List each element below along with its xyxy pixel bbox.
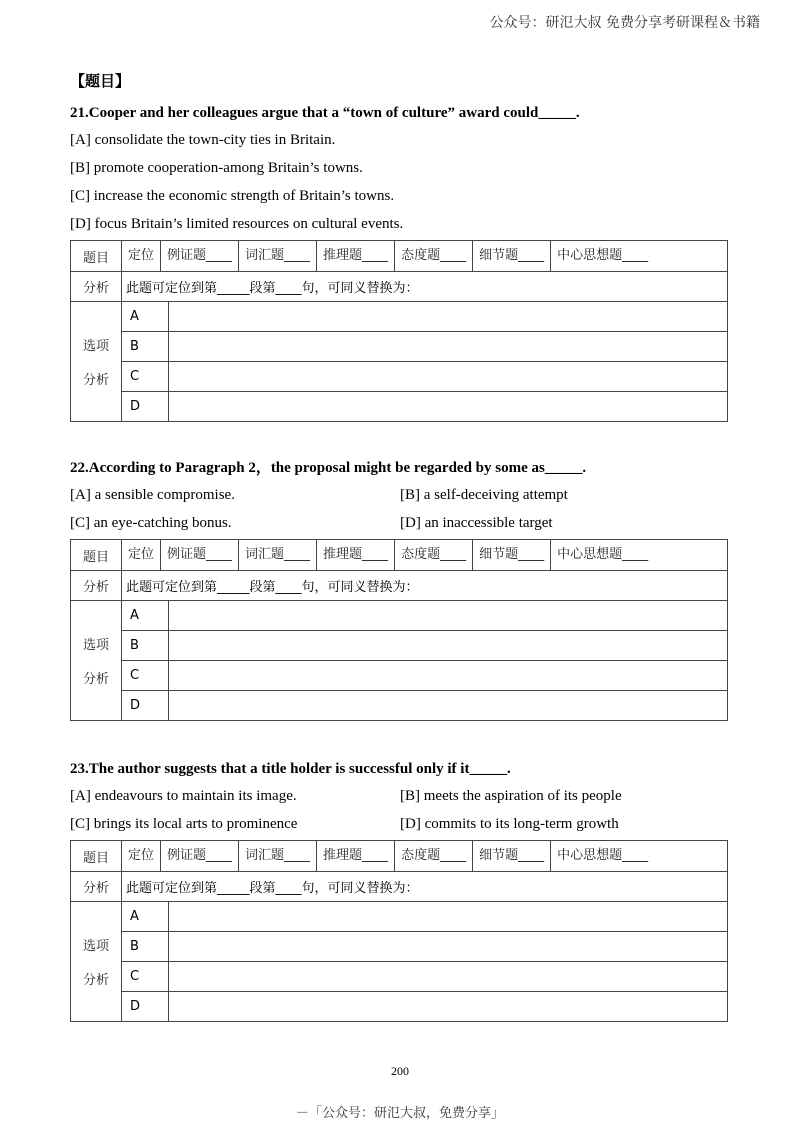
topic-label-2: 分析: [71, 571, 122, 601]
type-attitude: 态度题____: [395, 540, 473, 570]
analysis-table: [70, 539, 728, 721]
option-c: [C] increase the economic strength of Britain’s towns.: [70, 188, 395, 204]
type-locate: 定位: [122, 241, 161, 271]
question-type-row: [122, 540, 727, 570]
answer-cell-d[interactable]: [169, 392, 728, 422]
answer-cell-d[interactable]: [169, 691, 728, 721]
type-example: 例证题____: [161, 540, 239, 570]
answer-cell-a[interactable]: [169, 601, 728, 631]
type-inference: 推理题____: [317, 241, 395, 271]
option-a: [A] endeavours to maintain its image.: [70, 788, 297, 804]
option-a: [A] consolidate the town-city ties in Britain.: [70, 132, 336, 148]
letter-b: B: [122, 631, 169, 661]
question-stem: 22.According to Paragraph 2，the proposal might be regarded by some as_____.: [70, 460, 587, 476]
type-main-idea: 中心思想题____: [557, 248, 649, 263]
question-type-row: [122, 841, 727, 871]
letter-d: D: [122, 392, 169, 422]
option-c: [C] brings its local arts to prominence: [70, 816, 298, 832]
letter-a: A: [122, 902, 169, 932]
locate-text: 此题可定位到第_____段第____句，可同义替换为：: [122, 272, 728, 302]
answer-cell-d[interactable]: [169, 992, 728, 1022]
option-analysis-label: [71, 902, 122, 1022]
topic-label-2: 分析: [71, 272, 122, 302]
type-detail: 细节题____: [473, 540, 551, 570]
locate-text: 此题可定位到第_____段第____句，可同义替换为：: [122, 872, 728, 902]
topic-label-1: 题目: [71, 540, 122, 571]
section-title: 【题目】: [70, 72, 131, 90]
type-detail: 细节题____: [473, 841, 551, 871]
type-inference: 推理题____: [317, 841, 395, 871]
letter-b: B: [122, 932, 169, 962]
type-main-idea: 中心思想题____: [557, 547, 649, 562]
header-note: 公众号：研氾大叔 免费分享考研课程＆书籍: [489, 15, 760, 31]
letter-c: C: [122, 962, 169, 992]
type-attitude: 态度题____: [395, 241, 473, 271]
option-analysis-label: [71, 302, 122, 422]
option-a: [A] a sensible compromise.: [70, 487, 235, 503]
answer-cell-b[interactable]: [169, 332, 728, 362]
type-main-idea: 中心思想题____: [557, 848, 649, 863]
option-label-1: 选项: [82, 939, 109, 954]
option-label-1: 选项: [82, 638, 109, 653]
type-example: 例证题____: [161, 241, 239, 271]
answer-cell-b[interactable]: [169, 631, 728, 661]
question-type-row: [122, 241, 727, 271]
type-vocabulary: 词汇题____: [239, 241, 317, 271]
letter-d: D: [122, 691, 169, 721]
answer-cell-a[interactable]: [169, 302, 728, 332]
option-b: [B] a self-deceiving attempt: [400, 487, 568, 503]
option-d: [D] focus Britain’s limited resources on cultural events.: [70, 216, 404, 232]
analysis-table: [70, 840, 728, 1022]
question-21: [70, 100, 730, 422]
answer-cell-c[interactable]: [169, 962, 728, 992]
options-row-2: [70, 810, 730, 838]
option-label-2: 分析: [82, 373, 109, 388]
option-analysis-label: [71, 601, 122, 721]
type-inference: 推理题____: [317, 540, 395, 570]
option-label-2: 分析: [82, 672, 109, 687]
letter-c: C: [122, 362, 169, 392]
letter-c: C: [122, 661, 169, 691]
option-b: [B] meets the aspiration of its people: [400, 788, 622, 804]
letter-d: D: [122, 992, 169, 1022]
type-vocabulary: 词汇题____: [239, 841, 317, 871]
option-d: [D] commits to its long-term growth: [400, 816, 619, 832]
topic-label-2: 分析: [71, 872, 122, 902]
option-b: [B] promote cooperation-among Britain’s towns.: [70, 160, 363, 176]
analysis-table: [70, 240, 728, 422]
options-row-1: [70, 782, 730, 810]
answer-cell-a[interactable]: [169, 902, 728, 932]
letter-a: A: [122, 302, 169, 332]
letter-a: A: [122, 601, 169, 631]
topic-label-1: 题目: [71, 841, 122, 872]
letter-b: B: [122, 332, 169, 362]
options-row-1: [70, 481, 730, 509]
option-label-2: 分析: [82, 973, 109, 988]
options-row-2: [70, 509, 730, 537]
type-example: 例证题____: [161, 841, 239, 871]
option-c: [C] an eye-catching bonus.: [70, 515, 232, 531]
topic-label-1: 题目: [71, 241, 122, 272]
answer-cell-b[interactable]: [169, 932, 728, 962]
answer-cell-c[interactable]: [169, 661, 728, 691]
locate-text: 此题可定位到第_____段第____句，可同义替换为：: [122, 571, 728, 601]
question-23: [70, 756, 730, 1022]
option-d: [D] an inaccessible target: [400, 515, 553, 531]
type-locate: 定位: [122, 841, 161, 871]
question-stem: 23.The author suggests that a title holder is successful only if it_____.: [70, 761, 511, 777]
question-22: [70, 455, 730, 721]
type-locate: 定位: [122, 540, 161, 570]
footer-note: －「公众号：研氾大叔，免费分享」: [295, 1106, 504, 1121]
question-stem: 21.Cooper and her colleagues argue that a “town of culture” award could_____.: [70, 105, 580, 121]
answer-cell-c[interactable]: [169, 362, 728, 392]
page-number: 200: [391, 1064, 409, 1078]
type-vocabulary: 词汇题____: [239, 540, 317, 570]
type-detail: 细节题____: [473, 241, 551, 271]
type-attitude: 态度题____: [395, 841, 473, 871]
option-label-1: 选项: [82, 339, 109, 354]
